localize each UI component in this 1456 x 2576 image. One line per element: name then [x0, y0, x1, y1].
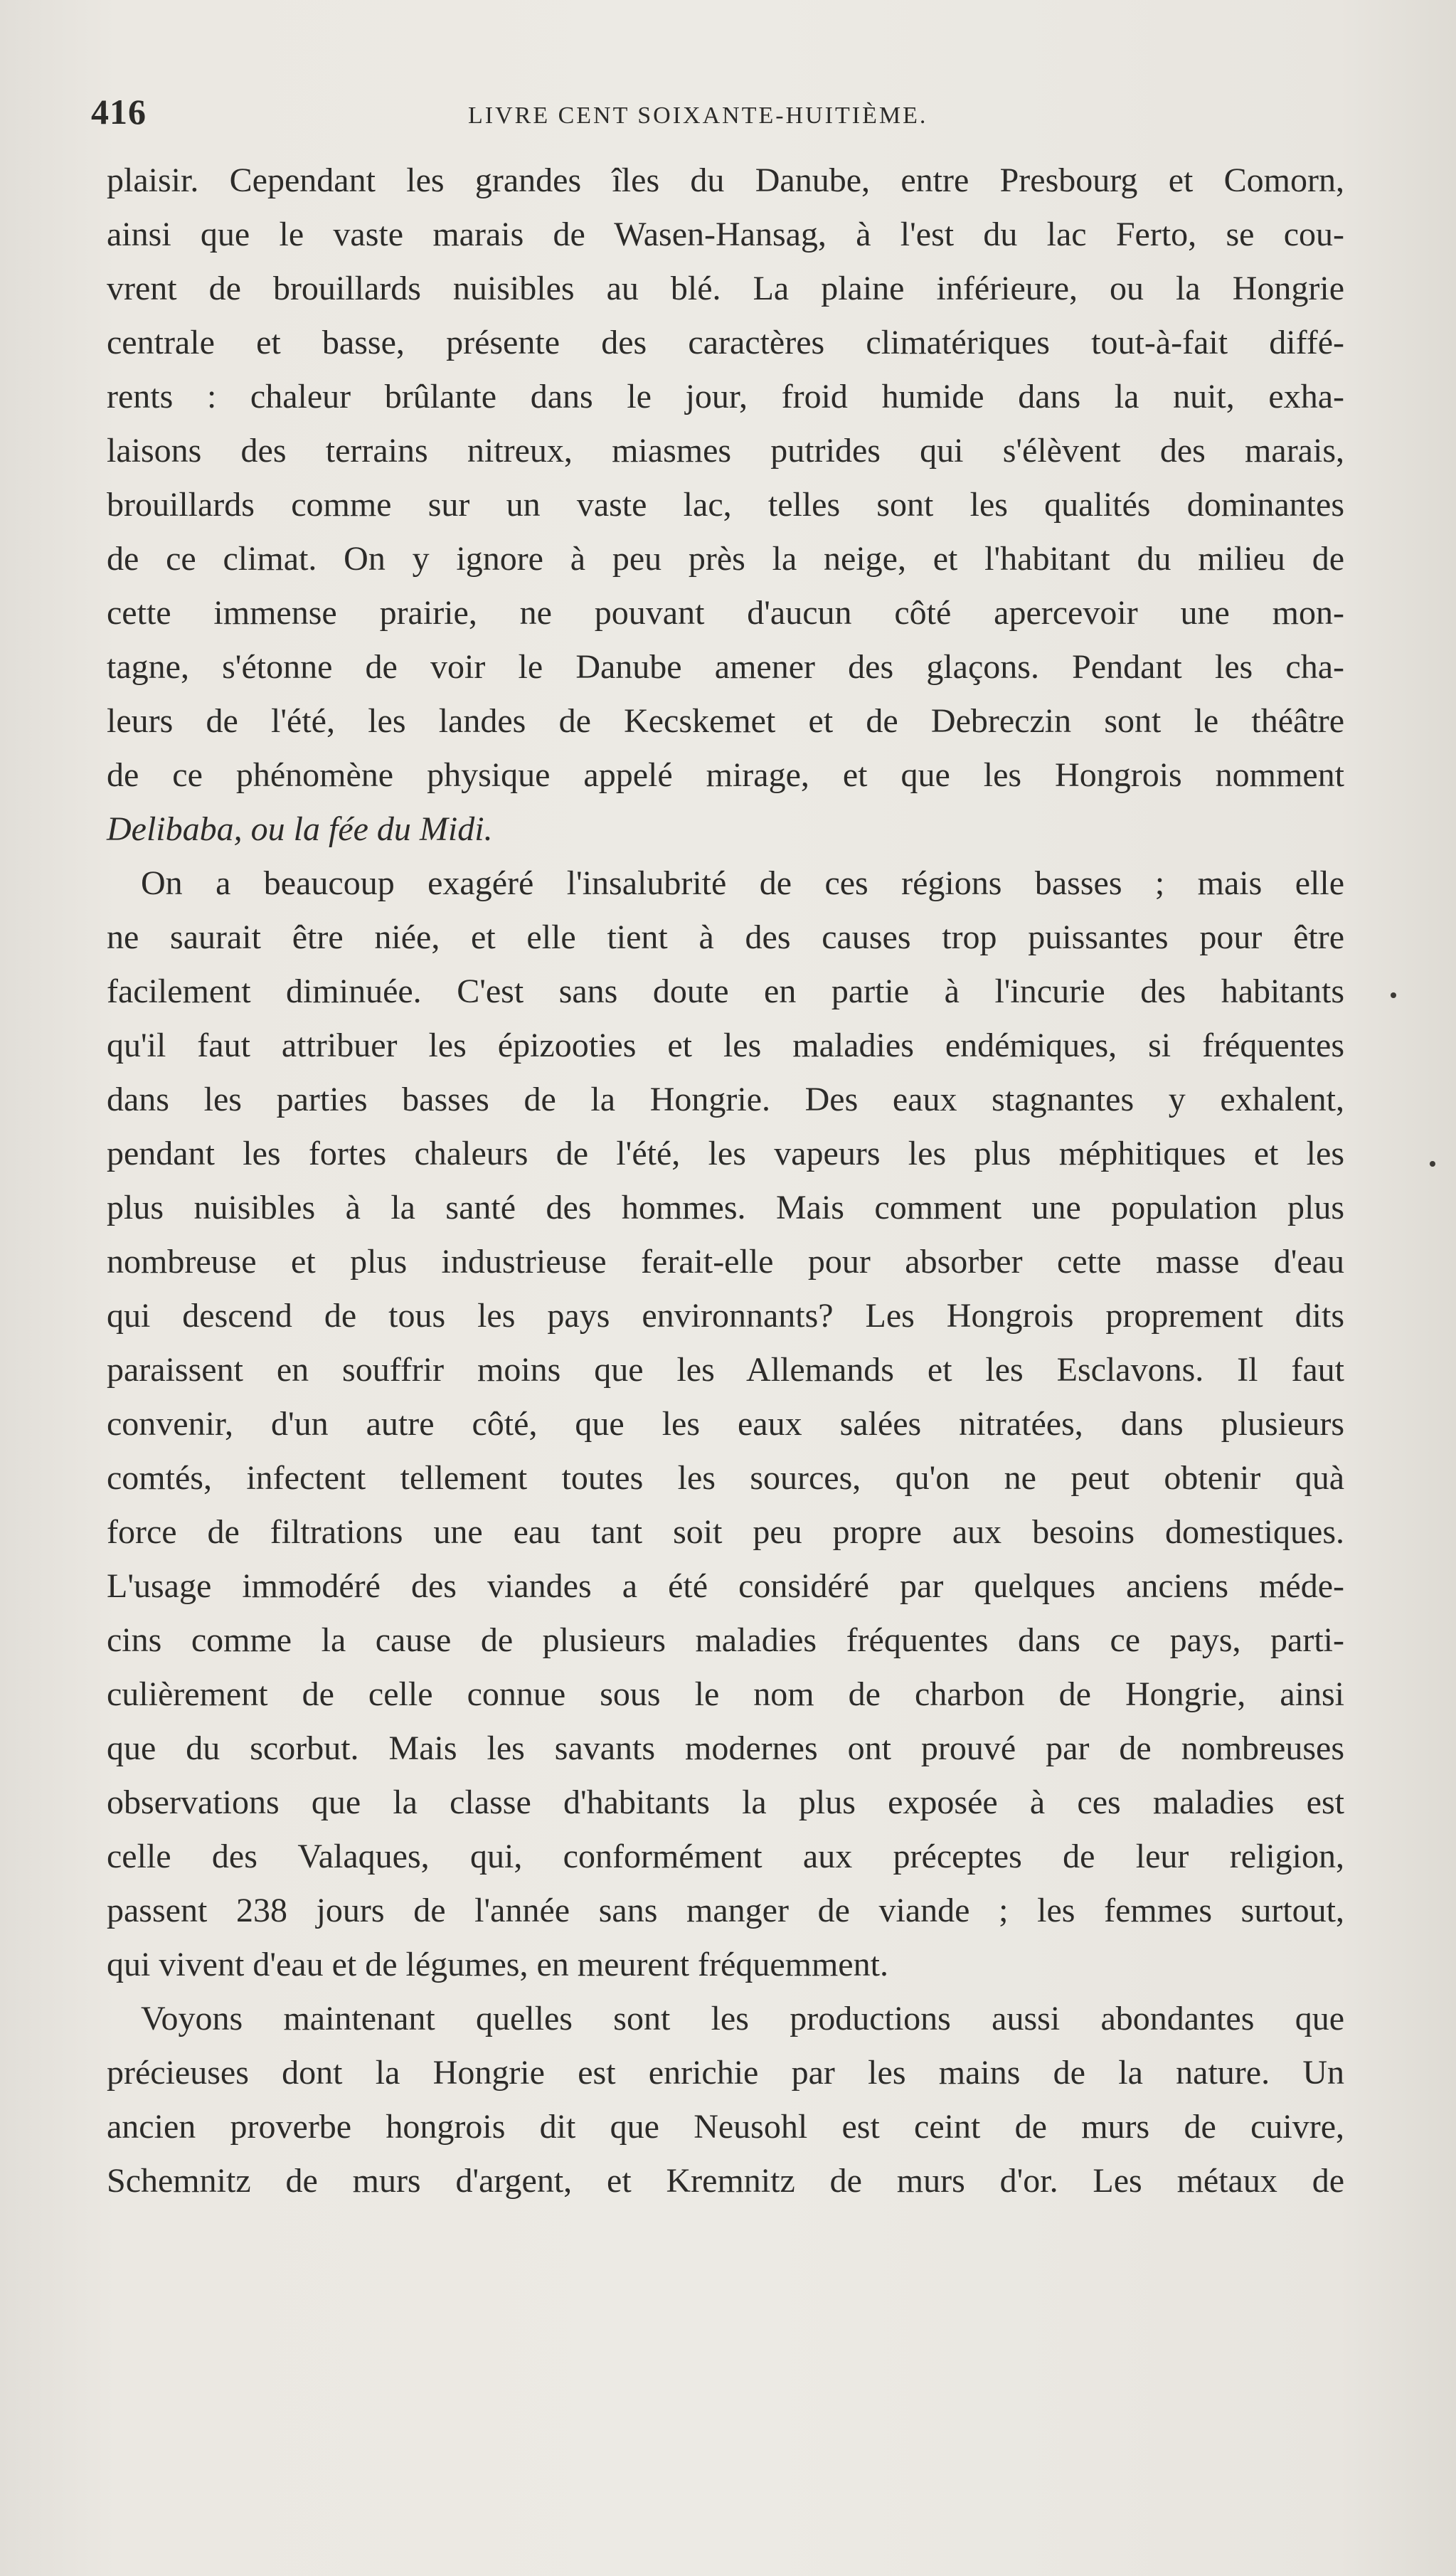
- margin-dot: [1391, 992, 1396, 998]
- page-number: 416: [91, 92, 147, 132]
- text-line: Delibaba, ou la fée du Midi.: [107, 810, 493, 848]
- body-text: [107, 154, 1344, 2208]
- text-line: culièrement de celle connue sous le nom de charbon de Hongrie, ainsi: [107, 1675, 1344, 1713]
- margin-dot: [1430, 1161, 1435, 1167]
- text-line: cette immense prairie, ne pouvant d'aucun côté apercevoir une mon-: [107, 594, 1344, 632]
- paragraph-start: On a beaucoup exagéré l'insalubrité de ces régions basses ; mais elle: [141, 864, 1344, 902]
- text-line: laisons des terrains nitreux, miasmes putrides qui s'élèvent des marais,: [107, 432, 1344, 470]
- text-line: pendant les fortes chaleurs de l'été, les vapeurs les plus méphitiques et les: [107, 1135, 1344, 1172]
- page-header: [91, 91, 1357, 134]
- text-line: passent 238 jours de l'année sans manger de viande ; les femmes surtout,: [107, 1892, 1344, 1929]
- paragraph-start: Voyons maintenant quelles sont les productions aussi abondantes que: [141, 2000, 1344, 2037]
- text-line: observations que la classe d'habitants la plus exposée à ces maladies est: [107, 1783, 1344, 1821]
- text-line: paraissent en souffrir moins que les Allemands et les Esclavons. Il faut: [107, 1351, 1344, 1389]
- text-line: nombreuse et plus industrieuse ferait-elle pour absorber cette masse d'eau: [107, 1243, 1344, 1281]
- text-line: précieuses dont la Hongrie est enrichie par les mains de la nature. Un: [107, 2054, 1344, 2092]
- text-line: vrent de brouillards nuisibles au blé. La plaine inférieure, ou la Hongrie: [107, 270, 1344, 307]
- text-line: ancien proverbe hongrois dit que Neusohl est ceint de murs de cuivre,: [107, 2108, 1344, 2146]
- text-line: facilement diminuée. C'est sans doute en partie à l'incurie des habitants: [107, 972, 1344, 1010]
- running-head: LIVRE CENT SOIXANTE-HUITIÈME.: [468, 102, 928, 129]
- text-line: que du scorbut. Mais les savants modernes ont prouvé par de nombreuses: [107, 1729, 1344, 1767]
- text-line: plus nuisibles à la santé des hommes. Mais comment une population plus: [107, 1189, 1344, 1226]
- text-line: de ce phénomène physique appelé mirage, et que les Hongrois nomment: [107, 756, 1344, 794]
- text-line: celle des Valaques, qui, conformément aux préceptes de leur religion,: [107, 1838, 1344, 1875]
- text-line: qui descend de tous les pays environnants? Les Hongrois proprement dits: [107, 1297, 1344, 1335]
- text-line: L'usage immodéré des viandes a été considéré par quelques anciens méde-: [107, 1567, 1344, 1605]
- text-line: cins comme la cause de plusieurs maladies fréquentes dans ce pays, parti-: [107, 1621, 1344, 1659]
- text-line: qu'il faut attribuer les épizooties et les maladies endémiques, si fréquentes: [107, 1027, 1344, 1064]
- text-line: leurs de l'été, les landes de Kecskemet et de Debreczin sont le théâtre: [107, 702, 1344, 740]
- text-line: centrale et basse, présente des caractères climatériques tout-à-fait diffé-: [107, 324, 1344, 361]
- text-line: ainsi que le vaste marais de Wasen-Hansag, à l'est du lac Ferto, se cou-: [107, 216, 1344, 253]
- text-line: plaisir. Cependant les grandes îles du Danube, entre Presbourg et Comorn,: [107, 161, 1344, 199]
- text-line: ne saurait être niée, et elle tient à des causes trop puissantes pour être: [107, 918, 1344, 956]
- text-line: de ce climat. On y ignore à peu près la neige, et l'habitant du milieu de: [107, 540, 1344, 578]
- text-line: brouillards comme sur un vaste lac, telles sont les qualités dominantes: [107, 486, 1344, 524]
- text-line: Schemnitz de murs d'argent, et Kremnitz de murs d'or. Les métaux de: [107, 2162, 1344, 2200]
- text-line: force de filtrations une eau tant soit peu propre aux besoins domestiques.: [107, 1513, 1344, 1551]
- text-line: dans les parties basses de la Hongrie. Des eaux stagnantes y exhalent,: [107, 1081, 1344, 1118]
- text-line: comtés, infectent tellement toutes les sources, qu'on ne peut obtenir quà: [107, 1459, 1344, 1497]
- text-line: tagne, s'étonne de voir le Danube amener des glaçons. Pendant les cha-: [107, 648, 1344, 686]
- text-line: rents : chaleur brûlante dans le jour, froid humide dans la nuit, exha-: [107, 378, 1344, 415]
- text-line: convenir, d'un autre côté, que les eaux salées nitratées, dans plusieurs: [107, 1405, 1344, 1443]
- text-line: qui vivent d'eau et de légumes, en meurent fréquemment.: [107, 1946, 888, 1983]
